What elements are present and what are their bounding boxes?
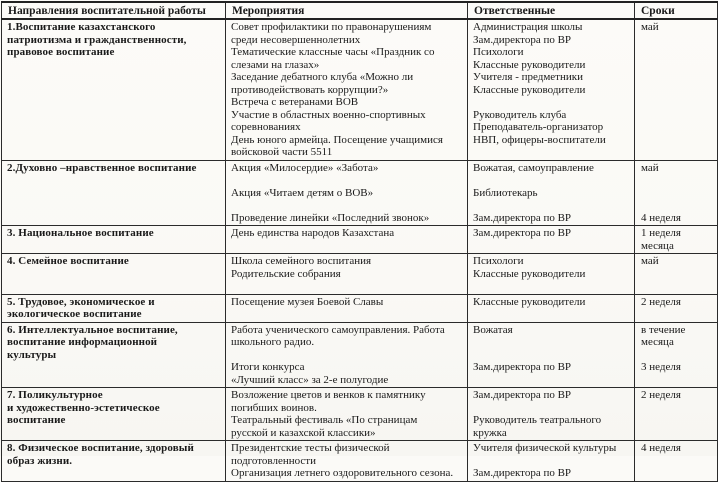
cell-responsible: Учителя физической культуры Зам.директора по ВР [468, 441, 635, 482]
cell-responsible: Классные руководители [468, 294, 635, 322]
cell-responsible: Психологи Классные руководители [468, 254, 635, 295]
cell-terms: в течение месяца 3 неделя [635, 322, 718, 388]
table-row [2, 254, 718, 295]
cell-terms: 2 неделя [635, 294, 718, 322]
education-plan-table [1, 1, 718, 482]
col-header-directions: Направления воспитательной работы [2, 2, 226, 19]
cell-responsible: Зам.директора по ВР Руководитель театрального кружка [468, 388, 635, 441]
cell-terms: май [635, 19, 718, 160]
cell-responsible: Вожатая Зам.директора по ВР [468, 322, 635, 388]
cell-direction: 2.Духовно –нравственное воспитание [2, 160, 226, 226]
cell-events: День единства народов Казахстана [226, 226, 468, 254]
cell-events: Посещение музея Боевой Славы [226, 294, 468, 322]
table-row [2, 19, 718, 160]
cell-responsible: Вожатая, самоуправление Библиотекарь Зам.директора по ВР [468, 160, 635, 226]
table-row [2, 388, 718, 441]
col-header-terms: Сроки [635, 2, 718, 19]
cell-events: Возложение цветов и венков к памятнику погибших воинов. Театральный фестиваль «По страницам русской и казахской классики» [226, 388, 468, 441]
cell-events: Совет профилактики по правонарушениям среди несовершеннолетних Тематические классные часы «Праздник со слезами на глазах» Заседание дебатного клуба «Можно ли противодействовать коррупции?» Встреча с ветеранами ВОВ Участие в областных военно-спортивных соревнованиях День юного армейца. Посещение учащимися войсковой части 5511 [226, 19, 468, 160]
cell-events: Президентские тесты физической подготовленности Организация летнего оздоровительного сезона. [226, 441, 468, 482]
cell-events: Акция «Милосердие» «Забота» Акция «Читаем детям о ВОВ» Проведение линейки «Последний звонок» [226, 160, 468, 226]
cell-direction: 1.Воспитание казахстанского патриотизма и гражданственности, правовое воспитание [2, 19, 226, 160]
cell-terms: май 4 неделя [635, 160, 718, 226]
table-row [2, 294, 718, 322]
cell-terms: 2 неделя [635, 388, 718, 441]
table-row [2, 160, 718, 226]
cell-responsible: Администрация школы Зам.директора по ВР Психологи Классные руководители Учителя - предметники Классные руководители Руководитель клуба Преподаватель-организатор НВП, офицеры-воспитатели [468, 19, 635, 160]
cell-terms: 1 неделя месяца [635, 226, 718, 254]
table-row [2, 322, 718, 388]
cell-direction: 6. Интеллектуальное воспитание, воспитание информационной культуры [2, 322, 226, 388]
cell-direction: 8. Физическое воспитание, здоровый образ жизни. [2, 441, 226, 482]
table-row [2, 226, 718, 254]
table-header-row [2, 2, 718, 19]
cell-responsible: Зам.директора по ВР [468, 226, 635, 254]
cell-direction: 3. Национальное воспитание [2, 226, 226, 254]
cell-direction: 7. Поликультурное и художественно-эстетическое воспитание [2, 388, 226, 441]
cell-terms: май [635, 254, 718, 295]
cell-events: Школа семейного воспитания Родительские собрания [226, 254, 468, 295]
cell-terms: 4 неделя [635, 441, 718, 482]
col-header-responsible: Ответственные [468, 2, 635, 19]
cell-direction: 5. Трудовое, экономическое и экологическое воспитание [2, 294, 226, 322]
cell-direction: 4. Семейное воспитание [2, 254, 226, 295]
table-row [2, 441, 718, 482]
cell-events: Работа ученического самоуправления. Работа школьного радио. Итоги конкурса «Лучший класс» за 2-е полугодие [226, 322, 468, 388]
col-header-events: Мероприятия [226, 2, 468, 19]
